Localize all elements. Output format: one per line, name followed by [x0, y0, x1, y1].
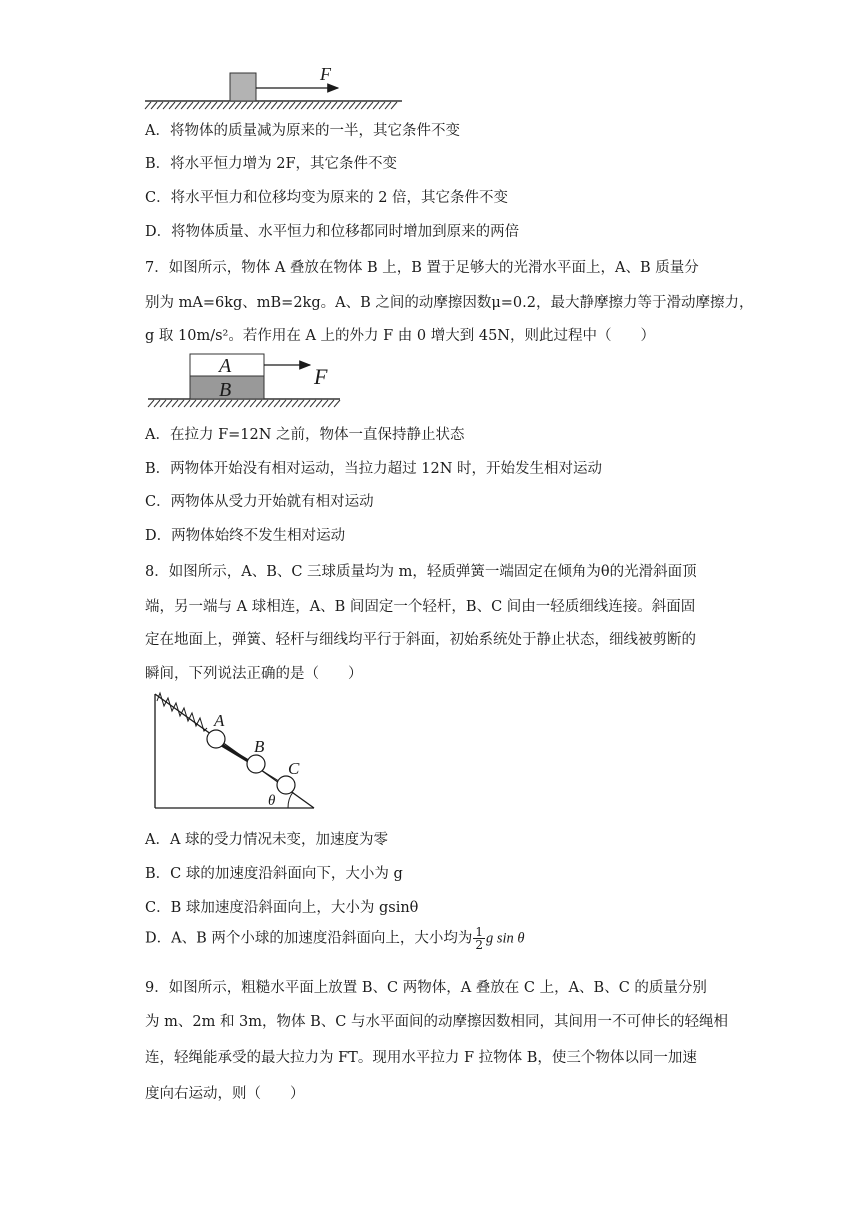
- q8-stem-line-3: 定在地面上，弹簧、轻杆与细线均平行于斜面，初始系统处于静止状态，细线被剪断的: [145, 632, 696, 648]
- q8-option-a: A．A 球的受力情况未变，加速度为零: [145, 832, 389, 848]
- q8-option-d-expression: g sin θ: [486, 930, 525, 947]
- ball-c: [277, 776, 295, 794]
- q7-stem-line-3: g 取 10m/s²。若作用在 A 上的外力 F 由 0 增大到 45N，则此过程中（ ）: [145, 328, 655, 344]
- q6-option-c: C．将水平恒力和位移均变为原来的 2 倍，其它条件不变: [145, 190, 509, 206]
- ball-b: [247, 755, 265, 773]
- block-a-label: A: [219, 355, 232, 377]
- q8-stem-line-2: 端，另一端与 A 球相连，A、B 间固定一个轻杆，B、C 间由一轻质细线连接。斜面固: [145, 599, 696, 615]
- q8-stem-line-1: 8．如图所示，A、B、C 三球质量均为 m，轻质弹簧一端固定在倾角为θ的光滑斜面顶: [145, 564, 697, 580]
- q7-option-c: C．两物体从受力开始就有相对运动: [145, 494, 374, 510]
- q9-stem-line-2: 为 m、2m 和 3m，物体 B、C 与水平面间的动摩擦因数相同，其间用一不可伸长的轻绳相: [145, 1014, 728, 1030]
- q9-stem-line-4: 度向右运动，则（ ）: [145, 1086, 305, 1102]
- q6-figure: [140, 58, 410, 114]
- q7-option-a: A．在拉力 F=12N 之前，物体一直保持静止状态: [145, 427, 465, 443]
- fraction-numerator: 1: [475, 925, 484, 939]
- ball-b-label: B: [254, 737, 265, 756]
- q9-stem-line-1: 9．如图所示，粗糙水平面上放置 B、C 两物体，A 叠放在 C 上，A、B、C 的质量分别: [145, 980, 707, 996]
- q8-figure: [148, 686, 323, 814]
- fraction-denominator: 2: [475, 938, 484, 952]
- force-label: F: [314, 364, 328, 389]
- q7-option-d: D．两物体始终不发生相对运动: [145, 528, 346, 544]
- q8-option-d-text: D．A、B 两个小球的加速度沿斜面向上，大小均为: [145, 930, 473, 947]
- ball-c-label: C: [288, 759, 300, 778]
- q8-option-c: C．B 球加速度沿斜面向上，大小为 gsinθ: [145, 900, 419, 916]
- angle-arc: [288, 792, 293, 808]
- q6-option-a: A．将物体的质量减为原来的一半，其它条件不变: [145, 123, 460, 139]
- ball-a-label: A: [214, 711, 225, 730]
- ball-a: [207, 730, 225, 748]
- q7-stem-line-1: 7．如图所示，物体 A 叠放在物体 B 上，B 置于足够大的光滑水平面上，A、B 质量分: [145, 260, 699, 276]
- force-label: F: [320, 64, 331, 84]
- q9-stem-line-3: 连，轻绳能承受的最大拉力为 FT。现用水平拉力 F 拉物体 B，使三个物体以同一加速: [145, 1050, 697, 1066]
- q7-stem-line-2: 别为 mA=6kg、mB=2kg。A、B 之间的动摩擦因数μ=0.2，最大静摩擦力等于滑动摩擦力，: [145, 295, 754, 311]
- q8-option-b: B．C 球的加速度沿斜面向下，大小为 g: [145, 866, 403, 882]
- q8-option-d: [145, 926, 525, 951]
- q6-option-b: B．将水平恒力增为 2F，其它条件不变: [145, 156, 398, 172]
- fraction: [473, 926, 485, 951]
- q6-option-d: D．将物体质量、水平恒力和位移都同时增加到原来的两倍: [145, 224, 520, 240]
- q7-figure: [140, 348, 370, 410]
- angle-label: θ: [268, 793, 276, 809]
- block-b-label: B: [219, 379, 232, 401]
- block: [230, 73, 256, 101]
- q8-stem-line-4: 瞬间，下列说法正确的是（ ）: [145, 666, 363, 682]
- q7-option-b: B．两物体开始没有相对运动，当拉力超过 12N 时，开始发生相对运动: [145, 461, 603, 477]
